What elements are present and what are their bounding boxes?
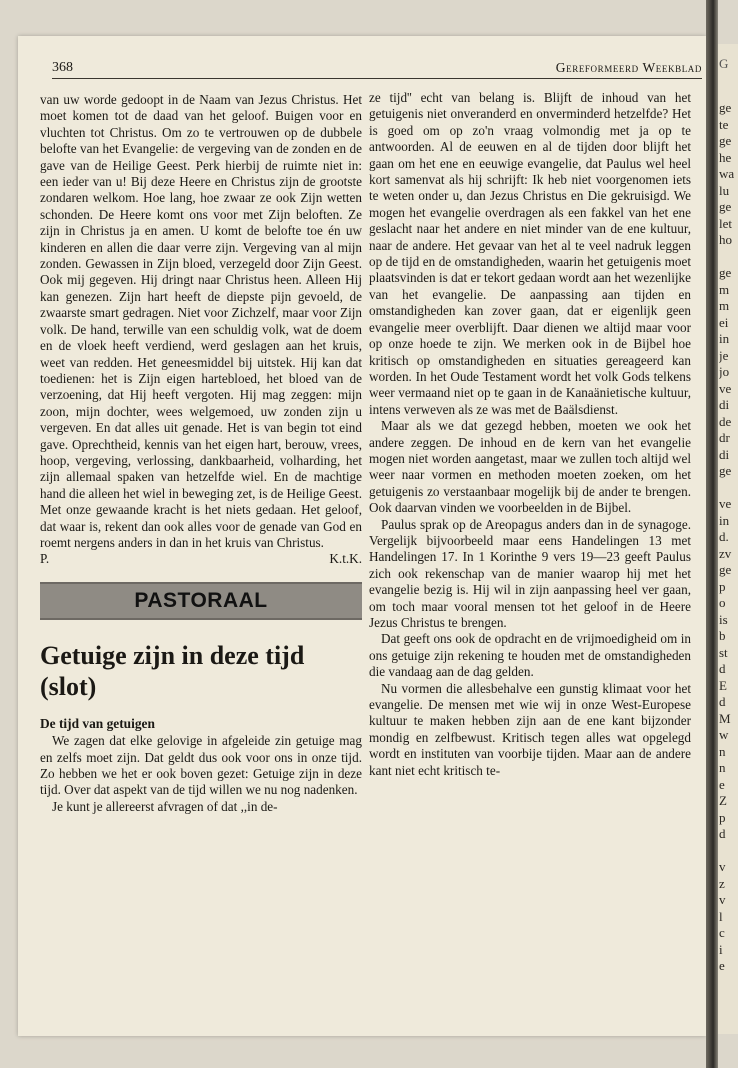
next-page-fragment: l xyxy=(719,908,723,924)
next-page-fragment: e xyxy=(719,776,725,792)
next-page-fragment: is xyxy=(719,611,728,627)
next-page-fragment: Z xyxy=(719,793,727,808)
next-page-fragment: w xyxy=(719,727,729,742)
next-page-fragment: je xyxy=(719,347,729,363)
journal-name: Gereformeerd Weekblad xyxy=(555,60,702,75)
next-page-fragment: z xyxy=(719,875,725,891)
next-page-fragment: p xyxy=(719,809,726,825)
next-page-fragment: m xyxy=(719,281,730,297)
next-page-fragment: ge xyxy=(719,100,732,115)
body-paragraph: ze tijd'' echt van belang is. Blijft de inhoud van het getuigenis niet onveranderd en onverminderd hetzelfde? Het is goed om op zo'n vraag volmondig met ja op te antwoorden. Al de eeuwen en al de tijden door blijft het gaan om het ene en eeuwige evangelie, dat Paulus wel heel kort samenvat als hij schrijft: Ik heb niet voorgenomen iets te weten onder u, dan Jezus Christus en Die gekruisigd. We mogen het evangelie overdragen als een fakkel van het ene geslacht naar het andere en niet minder van de ene kultuur, naar de andere. Het gevaar van het al te veel nadruk leggen op de tijd en de omstandigheden, waarin het getuigenis moet plaatsvinden is dat er tekort gedaan wordt aan het wezenlijke van het evangelie. De aanpassing aan tijden en omstandigheden kan zover gaan, dat er eigenlijk geen evangelie meer overblijft. Daar dienen we altijd maar voor op onze hoede te zijn. We merken ook in de Bijbel hoe kritisch op omstandigheden en situaties gereageerd kan worden. In het Oude Testament wordt het volk Gods telkens weer vermaand niet op te gaan in de Kanaänietische kultuur, intens verweven als ze was met de Baälsdienst. xyxy=(369,90,691,417)
next-page-fragment: st xyxy=(719,644,728,660)
next-page-fragment: o xyxy=(719,595,726,610)
section-banner xyxy=(40,582,362,620)
body-paragraph: Nu vormen die allesbehalve een gunstig klimaat voor het evangelie. De mensen met wie wij in onze West-Europese kultuur te maken hebben zijn aan de ene kant bijzonder mondig en zelfbewust. Kritisch tegen alles wat opgelegd wordt en instituten van voorbije tijden. Maar aan de andere kant niet echt kritisch te- xyxy=(369,680,691,778)
next-page-fragment: d xyxy=(719,694,726,709)
next-page-fragment: lu xyxy=(719,182,730,198)
next-page-fragment: ve xyxy=(719,380,732,396)
next-page-fragment: e xyxy=(719,958,725,973)
body-paragraph: Paulus sprak op de Areopagus anders dan in de synagoge. Vergelijk bijvoorbeeld maar eens Handelingen 13 met Handelingen 17. In 1 Korinthe 9 vers 19—23 geeft Paulus zich ook rekenschap van de manier waarop hij met het evangelie bezig is. Hij wil in zijn aanpassing heel ver gaan, om toch maar vooral mensen tot het geloof in de Heere Jezus Christus te brengen. xyxy=(369,516,691,630)
body-paragraph: Maar als we dat gezegd hebben, moeten we ook het andere zeggen. De inhoud en de kern van het evangelie mogen niet worden aangetast, maar we zullen toch altijd wel weer naar vormen en methoden moeten zoeken, om het getuigenis zo verstaanbaar mogelijk bij de ander te brengen. Ook daarvan vinden we voorbeelden in de Bijbel. xyxy=(369,418,691,516)
next-page-fragment: c xyxy=(719,925,725,940)
body-paragraph: We zagen dat elke gelovige in afgeleide zin getuige mag en zelfs moet zijn. Dat geldt dus ook voor ons in onze tijd. Zo hebben we het er ook boven gezet: Getuige zijn in deze tijd. Over dat aspekt van de tijd willen we nu nog nadenken. xyxy=(40,733,362,798)
next-page-fragment: de xyxy=(719,413,732,429)
signature-line xyxy=(40,551,362,567)
body-paragraph: Je kunt je allereerst afvragen of dat ,,in de- xyxy=(52,798,278,814)
next-page-fragment: te xyxy=(719,116,729,132)
magazine-page xyxy=(18,36,706,1036)
left-column xyxy=(40,92,362,815)
next-page-fragment: b xyxy=(719,628,726,643)
article-title: Getuige zijn in deze tijd (slot) xyxy=(40,640,305,701)
page-number: 368 xyxy=(52,60,73,75)
next-page-fragment: d xyxy=(719,826,726,841)
next-page-fragment: dr xyxy=(719,430,730,445)
next-page-fragment: p xyxy=(719,578,726,594)
next-page-fragment: zv xyxy=(719,545,732,561)
section-label: PASTORAAL xyxy=(134,588,268,612)
next-page-fragment: ge xyxy=(719,265,732,280)
next-page-fragment: d xyxy=(719,661,726,676)
next-page-fragment: di xyxy=(719,446,730,462)
next-page-fragment: d. xyxy=(719,529,729,544)
signature-initial: P. xyxy=(40,551,50,567)
next-page-fragment: di xyxy=(719,397,730,412)
next-page-edge xyxy=(718,44,738,1034)
next-page-fragment: ge xyxy=(719,463,732,478)
article-subheading: De tijd van getuigen xyxy=(40,715,155,731)
next-page-fragment: let xyxy=(719,215,732,231)
right-column xyxy=(369,90,691,779)
next-page-fragment: ve xyxy=(719,496,732,511)
next-page-fragment: in xyxy=(719,331,730,346)
next-page-fragment: E xyxy=(719,677,727,693)
next-page-fragment: wa xyxy=(719,166,735,181)
next-page-fragment: ge xyxy=(719,562,732,577)
intro-paragraph: van uw worde gedoopt in de Naam van Jezus Christus. Het moet komen tot de daad van het geloof. Buigen voor en vluchten tot Christus. Om zo te vertrouwen op de dubbele belofte van het Evangelie: de vergeving van de zonden en de gave van de Heilige Geest. Perk hierbij de ruimte niet in: een ieder van u! Bij deze Heere en Christus zijn de grootste zondaren welkom. Hoe lang, hoe zwaar ze ook Zijn wetten schonden. De Heere komt ons voor met Zijn beloften. Ze zijn in Christus ja en amen. U komt de belofte toe én uw kinderen en allen die daar verre zijn. Vergeving van al mijn zonden. Gewassen in Zijn bloed, verzegeld door Zijn Geest. Ook mij gegeven. Hij dringt naar Christus heen. Alleen Hij kan genezen. Zijn hart heeft de diepste pijn gevoeld, de zwaarste smart gedragen. Niet voor Zichzelf, maar voor Zijn volk. De hand, terwille van een schuldig volk, wat de doem en de vloek heeft verdiend, werd geslagen aan het kruis, weet van redden. Het geneesmiddel bij uitstek. Hij kan dat toedienen: het is Zijn eigen hartebloed, het bloed van de verzoening, dat Hij heeft vergoten. Hij mag zeggen: mijn zoon, mijn dochter, wees welgemoed, uw zonden zijn u vergeven. En dat alles uit genade. Het is van begin tot eind gave. Oprechtheid, kennis van het eigen hart, berouw, vrees, hoop, vergeving, verlossing, dankbaarheid, volharding, het zijn allemaal spaken van hetzelfde wiel. En de machtige hand die alleen het wiel in beweging zet, is de Heilige Geest. Met onze gewaande kracht is het niets gedaan. Het geloof, dat waar is, rekent dan ook alles voor de genade van God en roemt nergens anders in dan in het kruis van Christus. xyxy=(40,92,362,550)
next-page-fragment: v xyxy=(719,859,726,874)
book-binding-shadow xyxy=(706,0,718,1068)
next-page-fragment: v xyxy=(719,892,726,907)
body-paragraph: Dat geeft ons ook de opdracht en de vrijmoedigheid om in ons getuige zijn rekening te houden met de omstandigheden die vandaag aan de dag gelden. xyxy=(369,631,691,680)
next-page-fragment: ei xyxy=(719,314,729,330)
next-page-fragment: he xyxy=(719,149,732,165)
next-page-fragment: i xyxy=(719,941,723,957)
signature-author: K.t.K. xyxy=(329,551,362,567)
next-page-fragment: jo xyxy=(719,364,730,379)
next-page-fragment: M xyxy=(719,710,731,726)
next-page-head: G xyxy=(719,56,729,71)
next-page-fragment: ge xyxy=(719,133,732,148)
next-page-fragment: n xyxy=(719,760,726,775)
next-page-fragment: n xyxy=(719,743,726,759)
next-page-fragment: m xyxy=(719,298,730,313)
next-page-fragment: in xyxy=(719,512,730,528)
running-head xyxy=(52,58,702,79)
next-page-fragment: ho xyxy=(719,232,732,247)
next-page-fragment: ge xyxy=(719,199,732,214)
